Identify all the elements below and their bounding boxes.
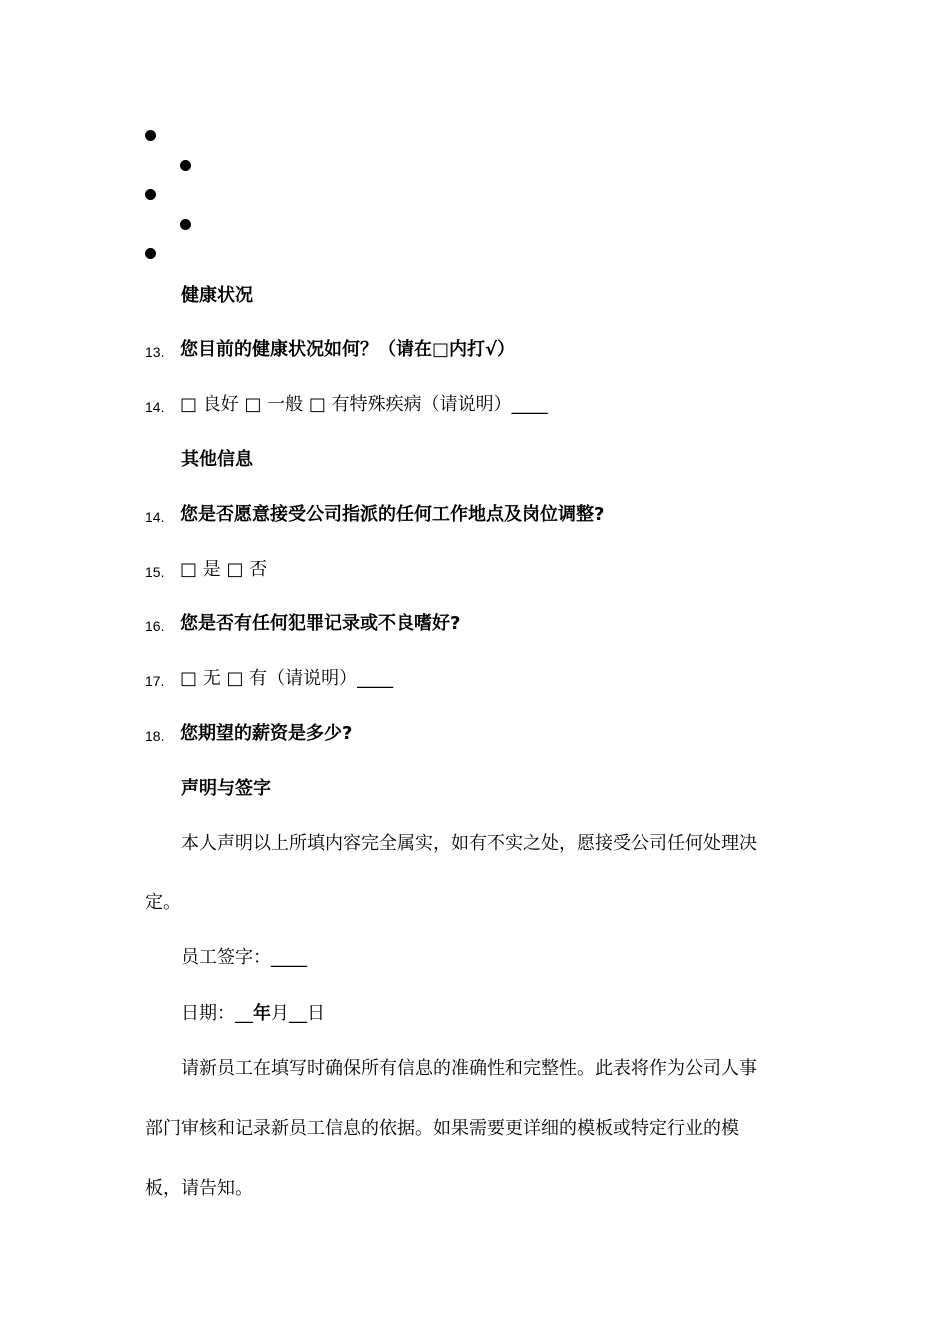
declaration-text-line: 本人声明以上所填内容完全属实，如有不实之处，愿接受公司任何处理决 <box>181 833 757 854</box>
section-heading-declaration: 声明与签字 <box>181 778 271 799</box>
question-criminal-record: 您是否有任何犯罪记录或不良嗜好? <box>180 613 461 634</box>
item-number: 14. <box>145 399 165 415</box>
date-year: 年 <box>253 1003 271 1024</box>
item-number: 18. <box>145 728 165 744</box>
note-text-line: 部门审核和记录新员工信息的依据。如果需要更详细的模板或特定行业的模 <box>145 1118 739 1139</box>
options-relocation: □ 是 □ 否 <box>180 559 268 580</box>
item-number: 15. <box>145 564 165 580</box>
question-health: 您目前的健康状况如何？（请在□内打√） <box>180 339 516 360</box>
options-health: □ 良好 □ 一般 □ 有特殊疾病（请说明）____ <box>180 394 548 415</box>
item-number: 13. <box>145 344 165 360</box>
question-relocation: 您是否愿意接受公司指派的任何工作地点及岗位调整? <box>180 504 605 525</box>
bullet-icon <box>180 219 191 230</box>
bullet-icon <box>145 248 156 259</box>
item-number: 14. <box>145 509 165 525</box>
bullet-icon <box>145 130 156 141</box>
item-number: 16. <box>145 618 165 634</box>
question-salary: 您期望的薪资是多少? <box>180 723 353 744</box>
section-heading-other: 其他信息 <box>181 449 253 470</box>
date-suffix: 月__日 <box>271 1003 325 1024</box>
item-number: 17. <box>145 673 165 689</box>
bullet-icon <box>145 189 156 200</box>
note-text-line: 板，请告知。 <box>145 1178 253 1199</box>
date-prefix: 日期：__ <box>181 1003 253 1024</box>
section-heading-health: 健康状况 <box>181 285 253 306</box>
employee-signature-field: 员工签字：____ <box>181 947 307 968</box>
note-text-line: 请新员工在填写时确保所有信息的准确性和完整性。此表将作为公司人事 <box>181 1058 757 1079</box>
options-criminal-record: □ 无 □ 有（请说明）____ <box>180 668 394 689</box>
bullet-icon <box>180 160 191 171</box>
declaration-text-line: 定。 <box>145 892 181 913</box>
date-field <box>181 1002 325 1026</box>
